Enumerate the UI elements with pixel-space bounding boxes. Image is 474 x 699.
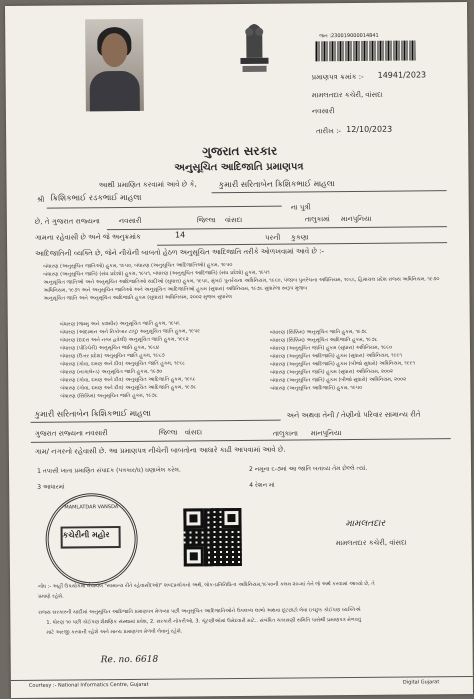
date-label: તારીખ :- — [316, 127, 341, 136]
verification-qr-code — [183, 508, 242, 567]
village-value: માનપુનિયા — [340, 214, 372, 224]
district-label: જિલ્લા — [196, 216, 216, 225]
orders-left-list: બંધારણ (જમ્મુ અને કાશ્મીર) અનુસૂચિત જાતિ હુકમ, ૧૯૫૬ બંધારણ (આંદામાન અને નિકોબાર ટાપુ) અનુસૂચિત જાતિ હુકમ, ૧૯૫૯ બંધારણ (દાદરા અને નગર હવેલી) અનુસૂચિત જાતિ હુકમ, ૧૯૬૨ બંધારણ (પોંડિચેરી) અનુસૂચિત જાતિ હુકમ, ૧૯૬૪ બંધારણ (ઉત્તર પ્રદેશ) અનુસૂચિત જાતિ હુકમ, ૧૯૬૭ બંધારણ (ગોવા, દમણ અને દીવ) અનુસૂચિત જાતિ હુકમ, ૧૯૬૮ બંધારણ (નાગાલેન્ડ) અનુસૂચિત જાતિ હુકમ, ૧૯૭૦ બંધારણ (ગોવા, દમણ અને દીવ) અનુસૂચિત આદિજાતિ હુકમ, ૧૯૬૮ બંધારણ (ગોવા, દમણ અને દીવ) અનુસૂચિત આદિજાતિ હુકમ, ૧૯૭૮ બંધારણ (સિક્કિમ) અનુસૂચિત જાતિ હુકમ, ૧૯૭૮ — [59, 320, 201, 400]
caste-value: કુકણા — [290, 233, 309, 242]
district-value: નવસારી — [118, 216, 142, 226]
orders-right-list: બંધારણ (સિક્કિમ) અનુસૂચિત જાતિ હુકમ, ૧૯૭૮ બંધારણ (સિક્કિમ) અનુસૂચિત આદિજાતિ હુકમ, ૧૯૭૮ બંધારણ (અનુસૂચિત જાતિ) હુકમ (સુધારા) અધિનિયમ, ૧૯૯૦ બંધારણ (અનુસૂચિત આદિજાતિ) હુકમ (સુધારા) અધિનિયમ, ૧૯૯૧ બંધારણ (અનુસૂચિત આદિજાતિ) હુકમ (બીજો સુધારો) અધિનિયમ, ૧૯૯૧ બંધારણ (અનુસૂચિત જાતિ) હુકમ (સુધારા) અધિનિયમ, ૨૦૦૨ બંધારણ (અનુસૂચિત જાતિ) હુકમ (બીજો સુધારો) અધિનિયમ, ૨૦૦૨ બંધારણ (અનુસૂચિત આદિજાતિ) હુકમ, ૧૯૫૦ — [269, 328, 416, 392]
applicant-name: કુમારી સરિતાબેન ક્રિશિકભાઈ માહલા — [218, 179, 335, 190]
residence-basis-text: ગામ/ નગરનો રહેવાસી છે. આ પ્રમાણપત્ર નીચેની બાબતોના આધારે કાઢી આપવામાં આવે છે. — [34, 445, 286, 456]
footer-right: Digital Gujarat — [402, 679, 440, 686]
basis-item1: 1 તપાસી ખાતા પ્રમાણિત સંપાદક (પત્રકાર/ઘ) ઘણાખેલ કરેલ. — [37, 466, 181, 475]
footer — [11, 676, 473, 693]
office-seal: MAMLATDAR VANSDA કચેરીની મહોર — [45, 493, 138, 586]
residence-district-label: જિલ્લા — [158, 428, 178, 437]
village-text: ગામના રહેવાસી છે અને જે અનુક્રમાંક — [34, 232, 141, 242]
barcode-text: જન :230019000014841 — [319, 32, 379, 40]
certificate-page — [5, 2, 473, 698]
signature-title: મામલતદાર કચેરી, વાંસદા — [335, 538, 407, 548]
taluka-label: તાલુકામાં — [304, 215, 330, 224]
certificate-title: અનુસૂચિત આદિજાતિ પ્રમાણપત્ર — [174, 161, 304, 174]
basis-item3: 3 આધારમાં — [37, 483, 65, 491]
basis-item2: 2 નમૂના ૬-૭માં આ જાતિ બતાવ્ય તેમ છેલ્લે ત્યાં. — [249, 464, 368, 473]
note-2: રાજ્ય સરકારની યાદીમાં અનુસૂચિત આદિજાતિ પ્રમાણપત્ર મેળવ્યા પછી અનુસૂચિત આદિજાતિઓને ઉપલબ્ધ લાભો અથવા છૂટછાટો લેવા ઇચ્છુક કોઈપણ વ્યક્તિએ — [38, 606, 361, 616]
father-prefix: શ્રી — [36, 195, 45, 204]
residence-taluka: વાંસદા — [184, 428, 203, 437]
son-daughter: ના પુત્રી — [290, 203, 311, 212]
barcode — [315, 40, 415, 61]
date-value: 12/10/2023 — [346, 124, 393, 135]
father-name: ક્રિશિકભાઈ રડકભાઈ માહલા — [50, 192, 142, 203]
serial-no: 14 — [174, 230, 186, 240]
caste-label: પરની — [264, 233, 281, 242]
basis-item4: 4 રેશન માં — [249, 481, 275, 489]
footer-left: Courtesy :- National Informatics Centre, Gujarat — [28, 681, 149, 689]
certificate-no: 14941/2023 — [377, 70, 427, 80]
signature-mark: મામલતદાર — [345, 518, 386, 530]
taluka-value: વાંસદા — [224, 215, 243, 225]
government-title: ગુજરાત સરકાર — [202, 143, 278, 159]
applicant-photo — [85, 19, 144, 112]
residence-and-family: અને અથવા તેની / તેણીનો પરિવાર સામાન્ય રીતે — [286, 410, 421, 420]
office-line1: મામલતદાર કચેરી, વાંસદા — [311, 90, 383, 100]
note-4: માટે અરજી કરવાની રહેશે અને માન્ય પ્રમાણપત્ર મેળવી લેવાનું રહેશે. — [46, 628, 183, 636]
note-1: નોંધ :- અહીં ઉપયોગમાં લેવાયેલ "સામાન્ય રીતે રહેવાસી(ઓ)" શબ્દપ્રયોગનો અર્થ, લોક-પ્રતિનિધિત્વ અધિનિયમ,૧૯૫૦ની કલમ ૨૦-માં તેને જે અર્થ કરવામાં આવ્યો છે, તે — [38, 580, 375, 590]
office-line2: નવસારી — [311, 107, 335, 116]
handwritten-note: Re. no. 6618 — [100, 654, 159, 666]
residence-taluka-label: તાલુકાના — [272, 429, 299, 438]
note-1b: પ્રમાણે રહેશે. — [38, 593, 64, 600]
residence-name: કુમારી સરિતાબેન ક્રિશિકભાઈ માહલા — [34, 408, 151, 419]
note-3: 1. ધોરણ ૧૦ પછી કોઈપણ શૈક્ષણિક સંસ્થામાં પ્રવેશ, 2. સરકારી નોકરીઓ, 3. ચૂંટણીઓમાં ઉમેદવારી માટે.. સંબંધિત ચકાસણી સમિતિ પાસેથી પ્રમાણપત્ર મેળવવું — [46, 616, 361, 626]
tribe-text: આદિજાતિની વ્યક્તિ છે, જેને નીચેની બાબતો હેઠળ અનુસૂચિત આદિજાતિ તરીકે ઓળખવામાં આવે છે :- — [35, 247, 325, 258]
certify-text: આથી પ્રમાણિત કરવામાં આવે છે કે, — [98, 180, 197, 190]
orders-top-list: બંધારણ (અનુસૂચિત જાતિઓ) હુકમ, ૧૯૫૦, બંધારણ (અનુસૂચિત આદિજાતિઓ) હુકમ, ૧૯૫૦ બંધારણ (અનુસૂચિત જાતિ) (સંઘ પ્રદેશો) હુકમ, ૧૯૫૧, બંધારણ (અનુસૂચિત આદિજાતિ) (સંઘ પ્રદેશો) હુકમ, ૧૯૫૧ અનુસૂચિત જાતિઓ અને અનુસૂચિત આદિજાતિઓ યાદીઓ (સુધારા) હુકમ, ૧૯૫૬, મુંબઈ પુનર્રચના અધિનિયમ, ૧૯૬૦, પંજાબ પુનર્રચના અધિનિયમ, ૧૯૬૬, હિમાચલ પ્રદેશ રાજ્ય અધિનિયમ, ૧૯૭૦ અધિનિયમ, ૧૯૭૧ અને અનુસૂચિત જાતિઓ અને અનુસૂચિત આદિજાતિઓ હુકમ (સુધારા) અધિનિયમ, ૧૯૭૬ સુધારેલા સ્વરૂપ મુજબ અનુસૂચિત જાતિ અને અનુસૂચિત આદિજાતિ હુકમ (સુધારા) અધિનિયમ, ૨૦૦૨ મુજબ સુધારેલ — [43, 262, 440, 302]
state-emblem-icon — [237, 18, 272, 76]
residence-state-district: ગુજરાત રાજ્યના નવસારી — [34, 429, 108, 438]
certificate-no-label: પ્રમાણપત્ર ક્રમાંક :- — [311, 72, 364, 82]
residence-village: માનપુનિયા — [310, 429, 342, 438]
state-text: છે, તે ગુજરાત રાજ્યના — [34, 217, 100, 226]
